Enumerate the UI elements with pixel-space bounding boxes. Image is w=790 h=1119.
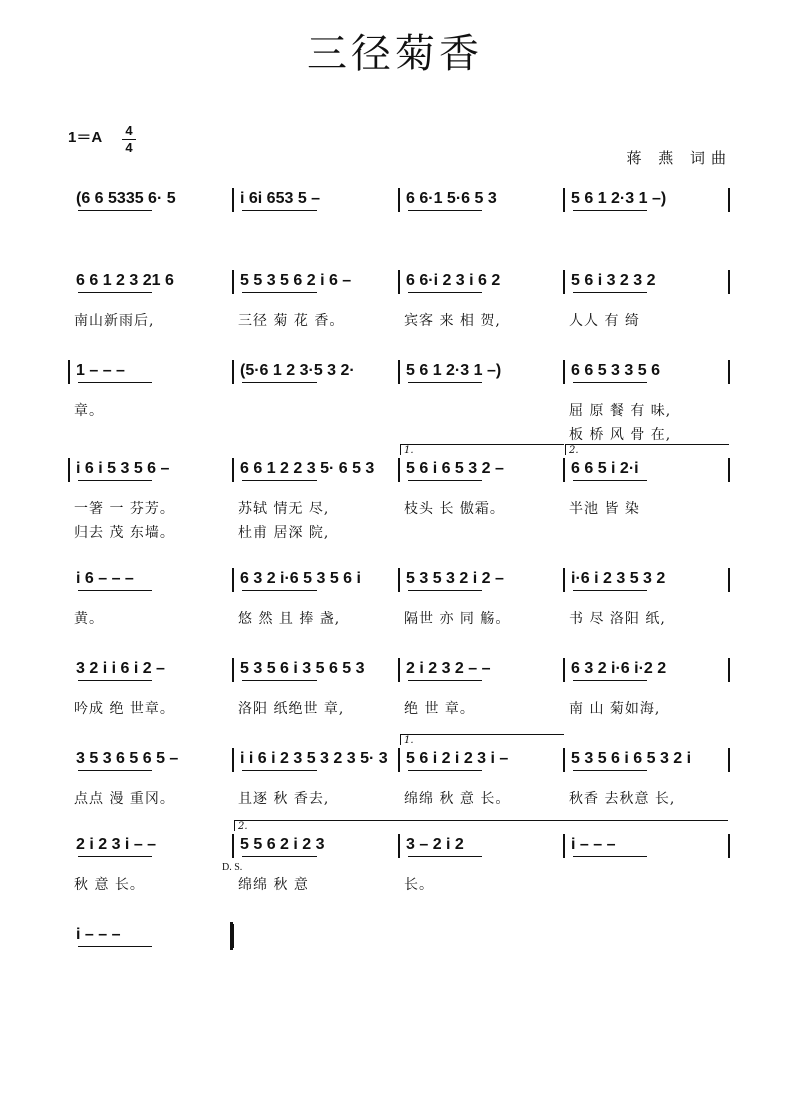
volta-first-ending: 1.: [400, 444, 564, 455]
lyric-text: 屈 原 餐 有 味,: [569, 403, 672, 419]
beam-line: [78, 382, 152, 383]
beam-line: [573, 856, 647, 857]
lyric-text: 且逐 秋 香去,: [238, 791, 330, 807]
lyric-text: 点点 漫 重冈。: [74, 791, 175, 807]
beam-line: [242, 856, 317, 857]
bar-line: [728, 748, 730, 772]
beam-line: [408, 856, 482, 857]
lyric-text: 章。: [74, 403, 104, 419]
measure: 6 6 1 2 3 21 6: [76, 272, 174, 289]
volta-second-ending: 2.: [565, 444, 729, 455]
bar-line: [232, 188, 234, 212]
volta-second-ending: 2.: [234, 820, 728, 831]
lyric-text: 秋 意 长。: [74, 877, 145, 893]
measure: i – – –: [571, 836, 616, 853]
measure: 6 6·i 2 3 i 6 2: [406, 272, 501, 289]
measure: 6 3 2 i·6 i·2 2: [571, 660, 667, 677]
measure: 6 6 5 i 2·i: [571, 460, 639, 477]
beam-line: [408, 480, 482, 481]
bar-line: [728, 270, 730, 294]
bar-line: [728, 458, 730, 482]
measure: i 6 i 5 3 5 6 –: [76, 460, 170, 477]
beam-line: [573, 770, 647, 771]
beam-line: [242, 590, 317, 591]
beam-line: [408, 770, 482, 771]
beam-line: [573, 680, 647, 681]
bar-line: [398, 188, 400, 212]
bar-line: [728, 360, 730, 384]
bar-line: [232, 568, 234, 592]
measure: 6 6 1 2 2 3 5· 6 5 3: [240, 460, 375, 477]
lyric-text: 绵绵 秋 意 长。: [404, 791, 511, 807]
beam-line: [573, 590, 647, 591]
bar-line: [563, 834, 565, 858]
beam-line: [242, 210, 317, 211]
measure: 5 5 3 5 6 2 i 6 –: [240, 272, 352, 289]
beam-line: [78, 770, 152, 771]
lyric-text: 板 桥 风 骨 在,: [569, 427, 672, 443]
beam-line: [242, 382, 317, 383]
measure: 2 i 2 3 2 – –: [406, 660, 491, 677]
beam-line: [408, 590, 482, 591]
measure: 2 i 2 3 i – –: [76, 836, 157, 853]
beam-line: [78, 480, 152, 481]
bar-line: [398, 270, 400, 294]
measure: 3 5 3 6 5 6 5 –: [76, 750, 179, 767]
lyric-text: 长。: [404, 877, 434, 893]
measure: 6 3 2 i·6 5 3 5 6 i: [240, 570, 361, 587]
beam-line: [242, 480, 317, 481]
beam-line: [573, 210, 647, 211]
bar-line: [398, 834, 400, 858]
measure: 5 6 i 3 2 3 2: [571, 272, 656, 289]
beam-line: [408, 210, 482, 211]
lyric-text: 苏轼 情无 尽,: [238, 501, 330, 517]
dal-segno-mark: D. S.: [222, 862, 243, 873]
measure: i i 6 i 2 3 5 3 2 3 5· 3: [240, 750, 388, 767]
song-title: 三径菊香: [307, 31, 483, 77]
measure: 5 6 i 6 5 3 2 –: [406, 460, 504, 477]
lyric-text: 南 山 菊如海,: [569, 701, 661, 717]
lyric-text: 秋香 去秋意 长,: [569, 791, 676, 807]
beam-line: [242, 770, 317, 771]
bar-line: [398, 748, 400, 772]
bar-line: [563, 270, 565, 294]
lyric-text: 悠 然 且 捧 盏,: [238, 611, 341, 627]
bar-line: [563, 748, 565, 772]
beam-line: [242, 292, 317, 293]
lyric-text: 一箸 一 芬芳。: [74, 501, 175, 517]
measure: 1 – – –: [76, 362, 125, 379]
beam-line: [78, 590, 152, 591]
bar-line: [232, 834, 234, 858]
bar-line: [232, 270, 234, 294]
measure: 3 2 i i 6 i 2 –: [76, 660, 165, 677]
measure: 5 6 1 2·3 1 –): [406, 362, 502, 379]
measure: i 6 – – –: [76, 570, 134, 587]
measure: 5 3 5 3 2 i 2 –: [406, 570, 504, 587]
beam-line: [78, 292, 152, 293]
bar-line: [232, 360, 234, 384]
beam-line: [573, 382, 647, 383]
bar-line: [728, 568, 730, 592]
measure: 6 6·1 5·6 5 3: [406, 190, 497, 207]
lyric-text: 南山新雨后,: [74, 313, 155, 329]
lyric-text: 杜甫 居深 院,: [238, 525, 330, 541]
key-signature: 1＝A: [68, 129, 103, 146]
time-signature-bottom: 4: [125, 140, 133, 155]
lyric-text: 人人 有 绮: [569, 313, 640, 329]
lyric-text: 黄。: [74, 611, 104, 627]
bar-line: [398, 360, 400, 384]
final-bar-line: [230, 922, 233, 950]
bar-line: [232, 748, 234, 772]
bar-line: [398, 658, 400, 682]
measure: 5 6 1 2·3 1 –): [571, 190, 667, 207]
measure: 5 3 5 6 i 6 5 3 2 i: [571, 750, 692, 767]
bar-line: [563, 458, 565, 482]
lyric-text: 绵绵 秋 意: [238, 877, 309, 893]
bar-line: [232, 658, 234, 682]
measure: 5 5 6 2 i 2 3: [240, 836, 325, 853]
lyric-text: 吟成 绝 世章。: [74, 701, 175, 717]
bar-line: [68, 360, 70, 384]
measure: 5 6 i 2 i 2 3 i –: [406, 750, 509, 767]
time-signature: [122, 124, 136, 155]
lyric-text: 归去 茂 东墙。: [74, 525, 175, 541]
bar-line: [563, 188, 565, 212]
lyric-text: 半池 皆 染: [569, 501, 640, 517]
lyric-text: 枝头 长 傲霜。: [404, 501, 505, 517]
volta-first-ending: 1.: [400, 734, 564, 745]
bar-line: [398, 568, 400, 592]
lyric-text: 三径 菊 花 香。: [238, 313, 345, 329]
measure: 3 – 2 i 2: [406, 836, 464, 853]
bar-line: [563, 658, 565, 682]
bar-line: [728, 188, 730, 212]
beam-line: [408, 292, 482, 293]
bar-line: [728, 834, 730, 858]
beam-line: [78, 946, 152, 947]
bar-line: [728, 658, 730, 682]
lyric-text: 洛阳 纸绝世 章,: [238, 701, 345, 717]
beam-line: [408, 680, 482, 681]
time-signature-top: 4: [125, 123, 133, 138]
beam-line: [78, 210, 152, 211]
lyric-text: 书 尽 洛阳 纸,: [569, 611, 666, 627]
measure: (6 6 5335 6· 5: [76, 190, 176, 207]
beam-line: [78, 856, 152, 857]
credit-line: 蒋 燕 词曲: [626, 149, 732, 167]
lyric-text: 隔世 亦 同 觞。: [404, 611, 511, 627]
lyric-text: 宾客 来 相 贺,: [404, 313, 501, 329]
bar-line: [563, 360, 565, 384]
measure: (5·6 1 2 3·5 3 2·: [240, 362, 355, 379]
bar-line: [563, 568, 565, 592]
measure: i 6i 653 5 –: [240, 190, 321, 207]
measure: 6 6 5 3 3 5 6: [571, 362, 660, 379]
bar-line: [232, 458, 234, 482]
measure: i – – –: [76, 926, 121, 943]
beam-line: [242, 680, 317, 681]
beam-line: [573, 292, 647, 293]
lyric-text: 绝 世 章。: [404, 701, 475, 717]
bar-line: [68, 458, 70, 482]
beam-line: [573, 480, 647, 481]
bar-line: [398, 458, 400, 482]
measure: i·6 i 2 3 5 3 2: [571, 570, 666, 587]
measure: 5 3 5 6 i 3 5 6 5 3: [240, 660, 365, 677]
beam-line: [408, 382, 482, 383]
beam-line: [78, 680, 152, 681]
